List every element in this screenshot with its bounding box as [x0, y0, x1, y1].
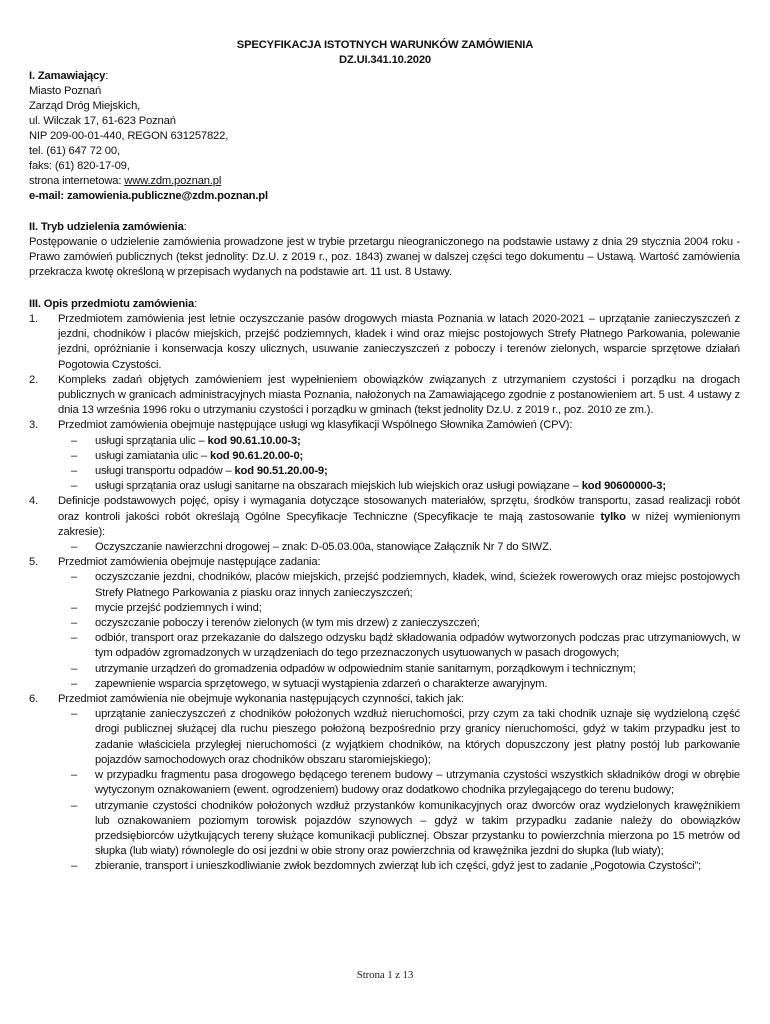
list-item — [29, 555, 740, 692]
sub-item — [58, 449, 740, 464]
sub-item — [58, 464, 740, 479]
section-3-heading-text: III. Opis przedmiotu zamówienia — [29, 298, 195, 310]
dash-bullet: – — [71, 799, 78, 812]
tasks-list — [58, 570, 740, 692]
cpv-list — [58, 434, 740, 495]
address-line: tel. (61) 647 72 00, — [29, 145, 120, 157]
list-item-text-cont: w niżej wymienionym zakresie): — [58, 510, 740, 538]
dash-bullet: – — [71, 601, 78, 614]
section-3-heading — [29, 297, 197, 312]
section-3-colon: : — [194, 298, 198, 310]
section-2-paragraph: Postępowanie o udzielenie zamówienia prowadzone jest w trybie przetargu nieograniczonego na podstawie ustawy z dnia 29 stycznia 2004 roku - Prawo zamówień publicznych (tekst jednolity: Dz.U. z 2019 r., poz. 1843) zwanej w dalszej części tego dokumentu – Ustawą. Wartość zamówienia przekracza kwotę określoną w przepisach wydanych na podstawie art. 11 ust. 8 Ustawy. — [29, 236, 740, 279]
address-line: Zarząd Dróg Miejskich, — [29, 100, 141, 112]
section-1-heading-text: I. Zamawiający — [29, 70, 106, 82]
list-item-text: Przedmiotem zamówienia jest letnie oczyszczanie pasów drogowych miasta Poznania w latach 2020-2021 – uprzątanie zanieczyszczeń z jezdni, chodników i placów miejskich, przejść podziemnych, kładek i wind oraz miejsc postojowych Strefy Płatnego Parkowania, polewanie jezdni, opróżnianie i konserwacja koszy ulicznych, usuwanie zanieczyszczeń z poboczy i terenów zielonych, wsparcie sprzętowe działań Pogotowia Czystości. — [58, 313, 740, 371]
sub-item — [58, 616, 740, 631]
list-item — [29, 418, 740, 494]
sub-item-text: usługi sprzątania ulic – — [95, 434, 208, 447]
dash-bullet: – — [71, 677, 78, 690]
email-line: e-mail: zamowienia.publiczne@zdm.poznan.pl — [29, 190, 268, 202]
sub-item — [58, 662, 740, 677]
dash-bullet: – — [71, 617, 78, 630]
dash-bullet: – — [71, 434, 78, 447]
dash-bullet: – — [71, 480, 78, 493]
document-reference: DZ.UI.341.10.2020 — [339, 54, 431, 66]
sub-item — [58, 799, 740, 860]
list-item — [29, 494, 740, 555]
list-item — [29, 373, 740, 419]
sub-item — [58, 768, 740, 798]
list-item — [29, 312, 740, 373]
sub-item-text: Oczyszczanie nawierzchni drogowej – znak: D-05.03.00a, stanowiące Załącznik Nr 7 do SIWZ. — [95, 541, 552, 554]
section-2-colon: : — [183, 221, 187, 233]
sub-item — [58, 677, 740, 692]
sub-item-text: usługi zamiatania ulic – — [95, 449, 211, 462]
dash-bullet: – — [71, 860, 78, 873]
sub-item — [58, 859, 740, 874]
section-1-colon: : — [105, 70, 109, 82]
section-2-heading-text: II. Tryb udzielenia zamówienia — [29, 221, 184, 233]
spec-list — [58, 540, 740, 555]
list-item-text: Definicje podstawowych pojęć, opisy i wymagania dotyczące stosowanych materiałów, sprzętu, środków transportu, zasad realizacji robót oraz kontroli jakości robót określają Ogólne Specyfikacje Techniczne (Specyfikacje te mają zastosowanie — [58, 495, 740, 523]
list-number: 6. — [29, 693, 39, 706]
list-item-text: Przedmiot zamówienia nie obejmuje wykonania następujących czynności, takich jak: — [58, 693, 464, 706]
sub-item-text: mycie przejść podziemnych i wind; — [95, 601, 262, 614]
cpv-code: kod 90600000-3; — [581, 480, 666, 493]
website-label: strona internetowa: — [29, 175, 125, 187]
address-line: Miasto Poznań — [29, 85, 102, 97]
list-item — [29, 692, 740, 874]
sub-item-text: oczyszczanie poboczy i terenów zielonych (w tym mis drzew) z zanieczyszczeń; — [95, 617, 480, 630]
sub-item — [58, 631, 740, 661]
cpv-code: kod 90.61.10.00-3; — [207, 434, 301, 447]
sub-item-text: usługi transportu odpadów – — [95, 465, 235, 478]
sub-item — [58, 601, 740, 616]
dash-bullet: – — [71, 449, 78, 462]
sub-item-text: utrzymanie urządzeń do gromadzenia odpadów w odpowiednim stanie sanitarnym, porządkowym i technicznym; — [95, 662, 636, 675]
page-number: Strona 1 z 13 — [356, 969, 414, 981]
sub-item-text: w przypadku fragmentu pasa drogowego będącego terenem budowy – utrzymania czystości wszystkich składników drogi w obrębie wytyczonym oznakowaniem (ewent. ogrodzeniem) budowy oraz dodatkowo chodnika przylegającego do terenu budowy; — [95, 769, 740, 797]
sub-item-text: odbiór, transport oraz przekazanie do dalszego odzysku bądź składowania odpadów wytworzonych podczas prac utrzymaniowych, w tym odpadów zgromadzonych w urządzeniach do tego przeznaczonych usytuowanych w pasach drogowych; — [95, 632, 740, 660]
sub-item — [58, 707, 740, 768]
sub-item — [58, 479, 740, 494]
dash-bullet: – — [71, 541, 78, 554]
sub-item-text: uprzątanie zanieczyszczeń z chodników położonych wzdłuż nieruchomości, przy czym za taki chodnik uznaje się wydzieloną część drogi publicznej służącej dla ruchu pieszego położoną bezpośrednio przy granicy nieruchomości, gdyż w takim przypadku jest to zadanie właściciela przyległej nieruchomości (z wyjątkiem chodników, na których dopuszczony jest płatny postój lub parkowanie pojazdów samochodowych oraz chodników obszaru staromiejskiego); — [95, 708, 740, 766]
section-1-heading — [29, 69, 108, 84]
website-link[interactable]: www.zdm.poznan.pl — [124, 175, 222, 187]
list-number: 4. — [29, 495, 39, 508]
sub-item-text: zapewnienie wsparcia sprzętowego, w sytuacji wystąpienia zdarzeń o charakterze awaryjnym. — [95, 677, 548, 690]
address-line: faks: (61) 820-17-09, — [29, 160, 130, 172]
sub-item — [58, 570, 740, 600]
dash-bullet: – — [71, 708, 78, 721]
sub-item-text: oczyszczanie jezdni, chodników, placów miejskich, przejść podziemnych, kładek, wind, ścieżek rowerowych oraz miejsc postojowych Strefy Płatnego Parkowania z piasku oraz innych zanieczyszczeń; — [95, 571, 740, 599]
dash-bullet: – — [71, 662, 78, 675]
website-line — [29, 174, 221, 189]
list-number: 5. — [29, 556, 39, 569]
address-line: ul. Wilczak 17, 61-623 Poznań — [29, 115, 176, 127]
cpv-code: kod 90.51.20.00-9; — [234, 465, 328, 478]
dash-bullet: – — [71, 465, 78, 478]
dash-bullet: – — [71, 632, 78, 645]
sub-item — [58, 540, 740, 555]
document-title: SPECYFIKACJA ISTOTNYCH WARUNKÓW ZAMÓWIENIA — [236, 39, 534, 51]
section-2-heading — [29, 220, 187, 235]
exclusions-list — [58, 707, 740, 874]
list-number: 2. — [29, 373, 39, 386]
sub-item-text: zbieranie, transport i unieszkodliwianie zwłok bezdomnych zwierząt lub ich części, gdyż jest to zadanie „Pogotowia Czystości”; — [95, 860, 702, 873]
list-number: 1. — [29, 313, 39, 325]
address-line: NIP 209-00-01-440, REGON 631257822, — [29, 130, 229, 142]
cpv-code: kod 90.61.20.00-0; — [210, 449, 304, 462]
sub-item-text: usługi sprzątania oraz usługi sanitarne na obszarach miejskich lub wiejskich oraz usługi powiązane – — [95, 480, 582, 493]
dash-bullet: – — [71, 571, 78, 584]
list-item-text: Przedmiot zamówienia obejmuje następujące usługi wg klasyfikacji Wspólnego Słownika Zamówień (CPV): — [58, 419, 573, 432]
sub-item-text: utrzymanie czystości chodników położonych wzdłuż przystanków komunikacyjnych oraz dworców oraz wydzielonych krawężnikiem lub oznakowaniem poziomym torowisk pojazdów szynowych – gdyż w takim przypadku zadanie należy do obowiązków przedsiębiorców użytkujących tereny służące komunikacji publicznej. Obszar przystanku to powierzchnia mierzona po 15 metrów od słupka (lub wiaty) równolegle do osi jezdni w obie strony oraz powierzchnia od krawężnika jezdni do słupka (lub wiaty); — [95, 799, 740, 858]
list-item-text: Przedmiot zamówienia obejmuje następujące zadania: — [58, 556, 321, 569]
sub-item — [58, 434, 740, 449]
list-item-text: Kompleks zadań objętych zamówieniem jest wypełnieniem obowiązków związanych z utrzymaniem czystości i porządku na drogach publicznych w granicach administracyjnych miasta Poznania, nałożonych na Zamawiającego zgodnie z postanowieniem art. 5 ust. 4 ustawy z dnia 13 września 1996 roku o utrzymaniu czystości i porządku w gminach (tekst jednolity Dz.U. z 2019 r., poz. 2010 ze zm.). — [58, 373, 740, 417]
numbered-list — [29, 312, 740, 875]
list-number: 3. — [29, 419, 39, 432]
emphasis-text: tylko — [600, 510, 626, 523]
dash-bullet: – — [71, 769, 78, 782]
